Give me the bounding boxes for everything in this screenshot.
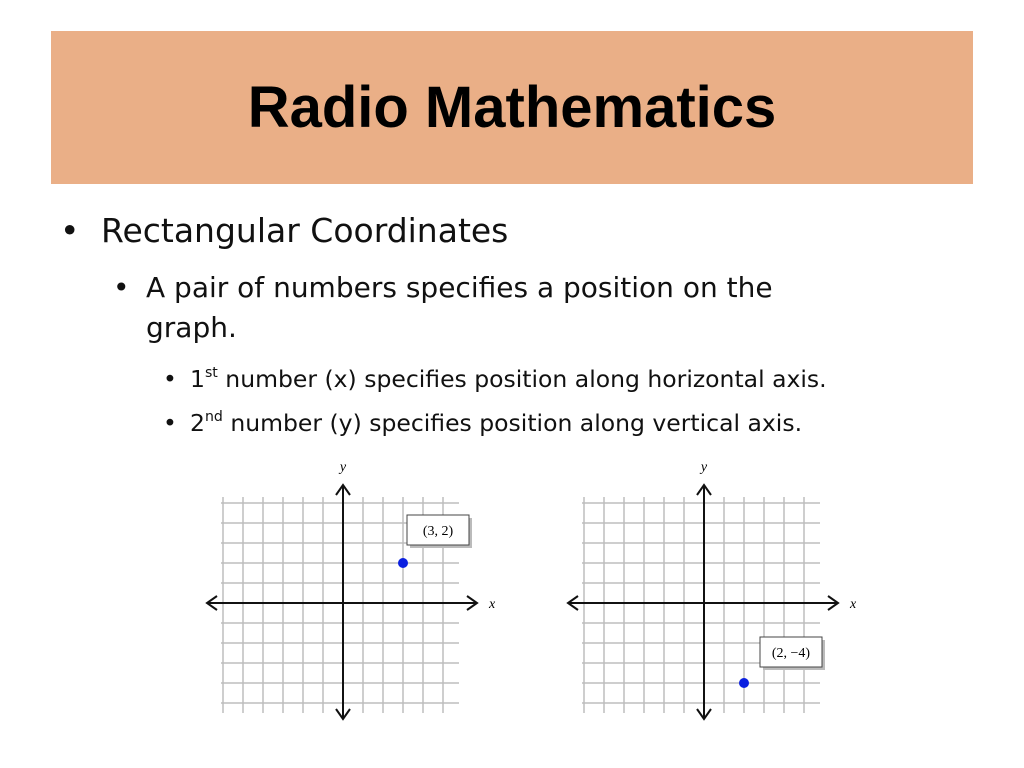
axes xyxy=(568,485,838,719)
ordinal-suffix: nd xyxy=(204,408,223,425)
coordinate-graph-right xyxy=(556,455,876,725)
x-axis-label: x xyxy=(850,597,857,612)
slide-title: Radio Mathematics xyxy=(247,75,777,140)
plotted-point xyxy=(739,678,749,688)
y-axis-label: y xyxy=(339,460,347,475)
point-callout xyxy=(760,637,825,670)
bullet-level3-first xyxy=(163,364,827,393)
bullet-body: number (y) specifies position along vertical axis. xyxy=(222,409,803,437)
bullet-dot: • xyxy=(60,211,80,250)
bullet-level3-first-text xyxy=(190,365,827,393)
grid-lines xyxy=(582,497,820,713)
ordinal-number: 2 xyxy=(190,409,205,437)
point-label: (3, 2) xyxy=(422,524,454,539)
bullet-level1 xyxy=(60,211,509,250)
coordinate-graph-left xyxy=(195,455,515,725)
bullet-level1-text: Rectangular Coordinates xyxy=(101,211,509,250)
ordinal-suffix: st xyxy=(204,364,218,381)
bullet-level3-second-text xyxy=(190,409,802,437)
plotted-point xyxy=(398,558,408,568)
y-axis-label: y xyxy=(700,460,708,475)
point-label: (2, −4) xyxy=(771,646,811,661)
bullet-dot: • xyxy=(163,409,177,437)
point-callout xyxy=(407,515,472,548)
bullet-level2-text: A pair of numbers specifies a position on the graph. xyxy=(146,271,773,344)
title-band xyxy=(51,31,973,184)
bullet-level3-second xyxy=(163,408,803,437)
bullet-dot: • xyxy=(113,271,130,304)
bullet-body: number (x) specifies position along horizontal axis. xyxy=(217,365,827,393)
bullet-dot: • xyxy=(163,365,177,393)
ordinal-number: 1 xyxy=(190,365,205,393)
bullet-level2 xyxy=(113,268,873,348)
x-axis-label: x xyxy=(489,597,496,612)
